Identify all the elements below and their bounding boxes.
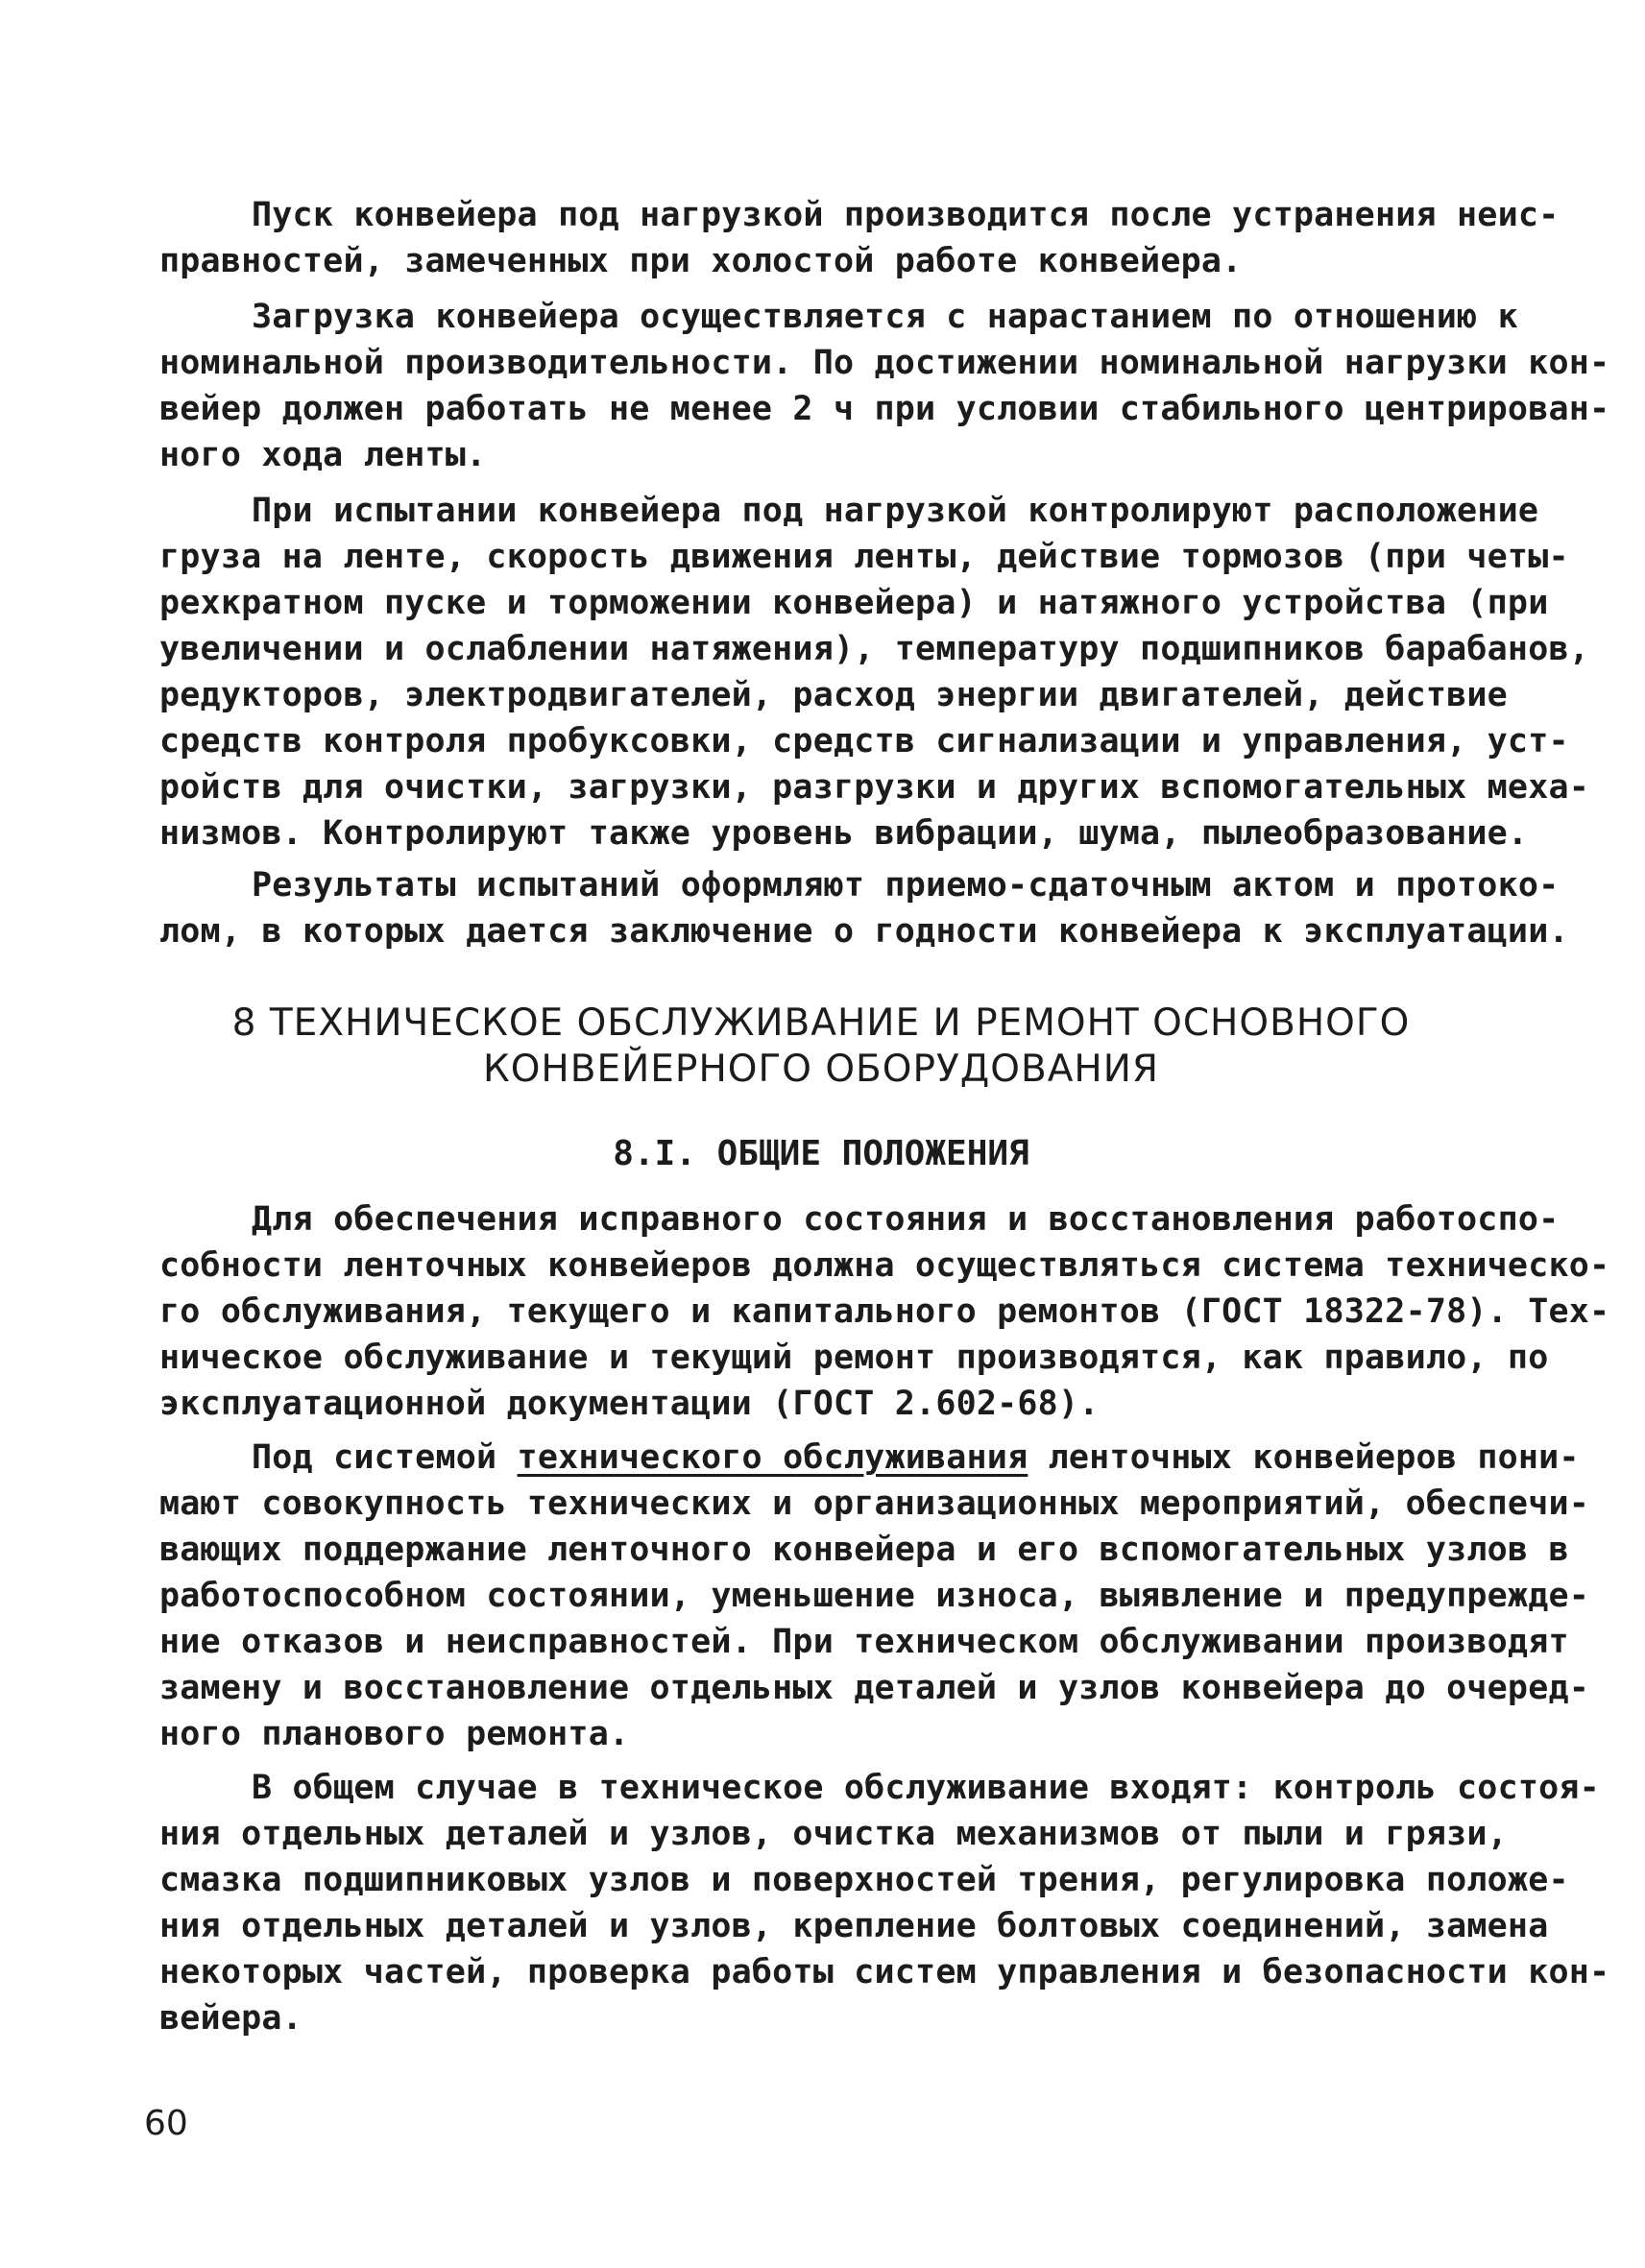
text-line: редукторов, электродвигателей, расход энергии двигателей, действие xyxy=(159,676,1508,714)
text-line: го обслуживания, текущего и капитального ремонтов (ГОСТ 18322-78). Тех- xyxy=(159,1292,1610,1331)
text-line: ройств для очистки, загрузки, разгрузки и других вспомогательных меха- xyxy=(159,768,1590,807)
text-line: ного хода ленты. xyxy=(159,436,487,474)
text-line: ния отдельных деталей и узлов, очистка механизмов от пыли и грязи, xyxy=(159,1815,1508,1853)
text-line-with-underline xyxy=(252,1435,1586,1481)
text-line: ния отдельных деталей и узлов, крепление болтовых соединений, замена xyxy=(159,1907,1549,1945)
text-line: груза на ленте, скорость движения ленты, действие тормозов (при четы- xyxy=(159,538,1569,576)
text-line: лом, в которых дается заключение о годности конвейера к эксплуатации. xyxy=(159,912,1569,951)
text-line: вейер должен работать не менее 2 ч при условии стабильного центрирован- xyxy=(159,390,1610,428)
section-heading-line1: 8 ТЕХНИЧЕСКОЕ ОБСЛУЖИВАНИЕ И РЕМОНТ ОСНОВНОГО xyxy=(231,1001,1411,1045)
text-line: ного планового ремонта. xyxy=(159,1715,630,1753)
section-heading-line2: КОНВЕЙЕРНОГО ОБОРУДОВАНИЯ xyxy=(483,1048,1159,1091)
text-line: ническое обслуживание и текущий ремонт производятся, как правило, по xyxy=(159,1339,1549,1377)
text-line: вающих поддержание ленточного конвейера и его вспомогательных узлов в xyxy=(159,1531,1569,1569)
underlined-term: технического обслуживания xyxy=(517,1438,1028,1477)
text-line: номинальной производительности. По достижении номинальной нагрузки кон- xyxy=(159,344,1610,382)
page-number: 60 xyxy=(144,2104,188,2143)
text-line: некоторых частей, проверка работы систем управления и безопасности кон- xyxy=(159,1953,1610,1991)
text-fragment: Под системой xyxy=(252,1438,518,1477)
text-line: Пуск конвейера под нагрузкой производится после устранения неис- xyxy=(252,196,1560,234)
text-line: При испытании конвейера под нагрузкой контролируют расположение xyxy=(252,492,1539,530)
text-line: увеличении и ослаблении натяжения), температуру подшипников барабанов, xyxy=(159,630,1590,668)
text-line: вейера. xyxy=(159,1999,302,2038)
text-line: замену и восстановление отдельных деталей и узлов конвейера до очеред- xyxy=(159,1669,1590,1707)
text-line: работоспособном состоянии, уменьшение износа, выявление и предупрежде- xyxy=(159,1577,1590,1615)
text-fragment: ленточных конвейеров пони- xyxy=(1028,1438,1580,1477)
text-line: средств контроля пробуксовки, средств сигнализации и управления, уст- xyxy=(159,722,1569,760)
subsection-heading: 8.I. ОБЩИЕ ПОЛОЖЕНИЯ xyxy=(613,1134,1029,1173)
text-line: эксплуатационной документации (ГОСТ 2.602-68). xyxy=(159,1385,1100,1423)
text-line: Загрузка конвейера осуществляется с нарастанием по отношению к xyxy=(252,298,1518,336)
text-line: собности ленточных конвейеров должна осуществляться система техническо- xyxy=(159,1246,1610,1285)
text-line: рехкратном пуске и торможении конвейера) и натяжного устройства (при xyxy=(159,584,1549,622)
text-line: правностей, замеченных при холостой работе конвейера. xyxy=(159,242,1243,280)
text-line: смазка подшипниковых узлов и поверхностей трения, регулировка положе- xyxy=(159,1861,1569,1899)
text-line: низмов. Контролируют также уровень вибрации, шума, пылеобразование. xyxy=(159,814,1529,853)
text-line: мают совокупность технических и организационных мероприятий, обеспечи- xyxy=(159,1484,1590,1523)
text-line: Результаты испытаний оформляют приемо-сдаточным актом и протоко- xyxy=(252,866,1560,905)
text-line: В общем случае в техническое обслуживание входят: контроль состоя- xyxy=(252,1769,1600,1807)
text-line: Для обеспечения исправного состояния и восстановления работоспо- xyxy=(252,1200,1560,1239)
text-line: ние отказов и неисправностей. При техническом обслуживании производят xyxy=(159,1623,1569,1661)
